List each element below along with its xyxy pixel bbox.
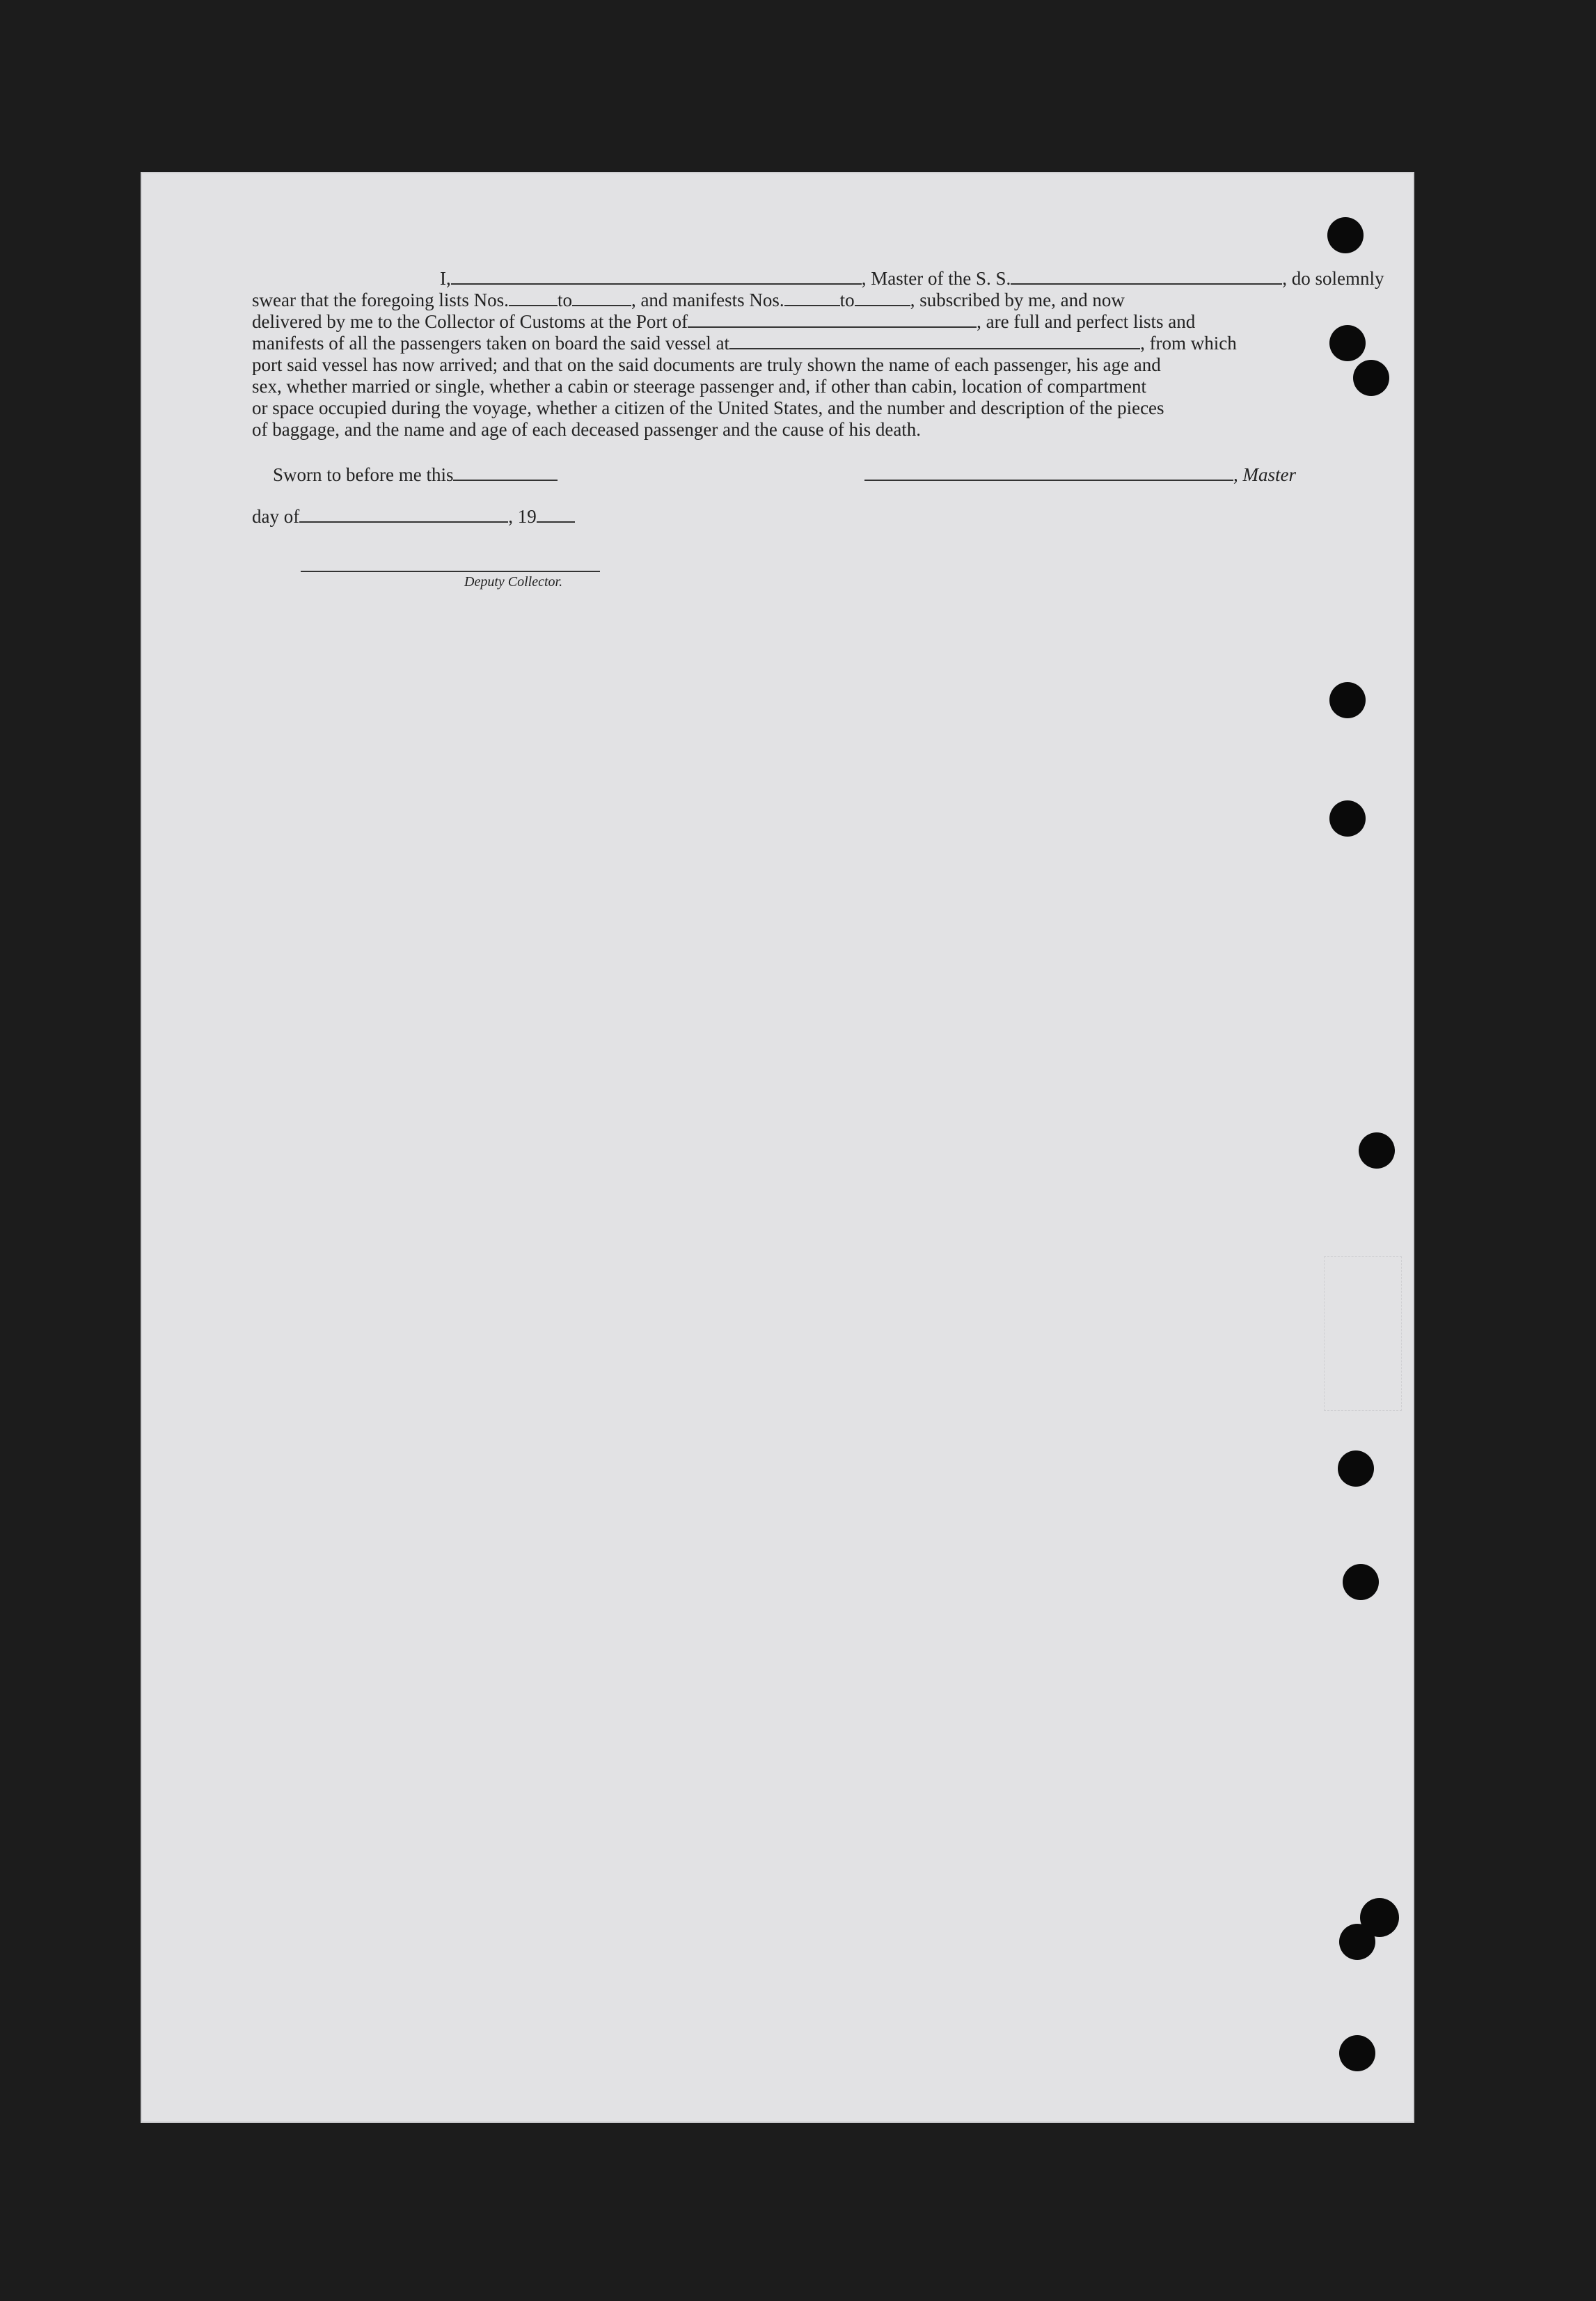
oath-text: to <box>557 290 572 310</box>
oath-line-2 <box>252 290 1304 311</box>
month-field[interactable] <box>299 506 508 523</box>
oath-line-7 <box>252 397 1304 419</box>
oath-text: , and manifests Nos. <box>631 290 784 310</box>
deputy-signature-field[interactable] <box>301 571 600 572</box>
year-prefix-label: , 19 <box>508 506 537 527</box>
lists-to-field[interactable] <box>572 290 631 306</box>
oath-line-4 <box>252 333 1304 354</box>
faint-stamp-area <box>1324 1256 1402 1411</box>
punch-hole <box>1343 1564 1379 1600</box>
master-name-field[interactable] <box>451 268 862 285</box>
lists-from-field[interactable] <box>509 290 558 306</box>
master-label: , Master <box>1233 464 1296 485</box>
oath-line-6 <box>252 376 1304 397</box>
oath-text: sex, whether married or single, whether a cabin or steerage passenger and, if other than cabin, location of compartment <box>252 376 1147 397</box>
oath-text: port said vessel has now arrived; and that on the said documents are truly shown the name of each passenger, his age and <box>252 354 1161 375</box>
oath-line-8 <box>252 419 1304 441</box>
punch-hole <box>1329 682 1366 718</box>
oath-text: , subscribed by me, and now <box>910 290 1125 310</box>
date-row <box>252 506 575 528</box>
oath-text: or space occupied during the voyage, whether a citizen of the United States, and the number and description of the pieces <box>252 397 1164 418</box>
sworn-label: Sworn to before me this <box>273 464 454 485</box>
oath-text: delivered by me to the Collector of Customs at the Port of <box>252 311 688 332</box>
manifests-to-field[interactable] <box>855 290 910 306</box>
oath-text: , from which <box>1140 333 1237 354</box>
master-signature-row <box>864 464 1296 486</box>
oath-text: manifests of all the passengers taken on board the said vessel at <box>252 333 730 354</box>
manifests-from-field[interactable] <box>784 290 840 306</box>
punch-hole <box>1338 1450 1374 1487</box>
punch-hole <box>1353 360 1389 396</box>
oath-text: , do solemnly <box>1282 268 1384 289</box>
punch-hole <box>1329 800 1366 837</box>
sworn-day-field[interactable] <box>453 464 558 481</box>
day-of-label: day of <box>252 506 300 527</box>
punch-hole <box>1329 325 1366 361</box>
oath-text: swear that the foregoing lists Nos. <box>252 290 509 310</box>
oath-text: of baggage, and the name and age of each deceased passenger and the cause of his death. <box>252 419 922 440</box>
form-page <box>141 172 1414 2123</box>
punch-hole <box>1339 1924 1375 1960</box>
oath-text: , Master of the S. S. <box>861 268 1011 289</box>
punch-hole <box>1359 1132 1395 1169</box>
embark-port-field[interactable] <box>729 333 1140 349</box>
oath-text: I, <box>440 268 451 289</box>
oath-text: to <box>839 290 855 310</box>
port-field[interactable] <box>688 311 977 328</box>
deputy-collector-label: Deputy Collector. <box>464 574 563 590</box>
oath-paragraph <box>252 268 1384 441</box>
year-field[interactable] <box>537 506 575 523</box>
master-signature-field[interactable] <box>864 464 1233 481</box>
punch-hole <box>1327 217 1364 253</box>
oath-text: , are full and perfect lists and <box>977 311 1196 332</box>
oath-line-5 <box>252 354 1304 376</box>
oath-line-3 <box>252 311 1304 333</box>
oath-line-1 <box>252 268 1384 290</box>
punch-hole <box>1339 2035 1375 2071</box>
vessel-name-field[interactable] <box>1011 268 1282 285</box>
sworn-row <box>273 464 558 486</box>
